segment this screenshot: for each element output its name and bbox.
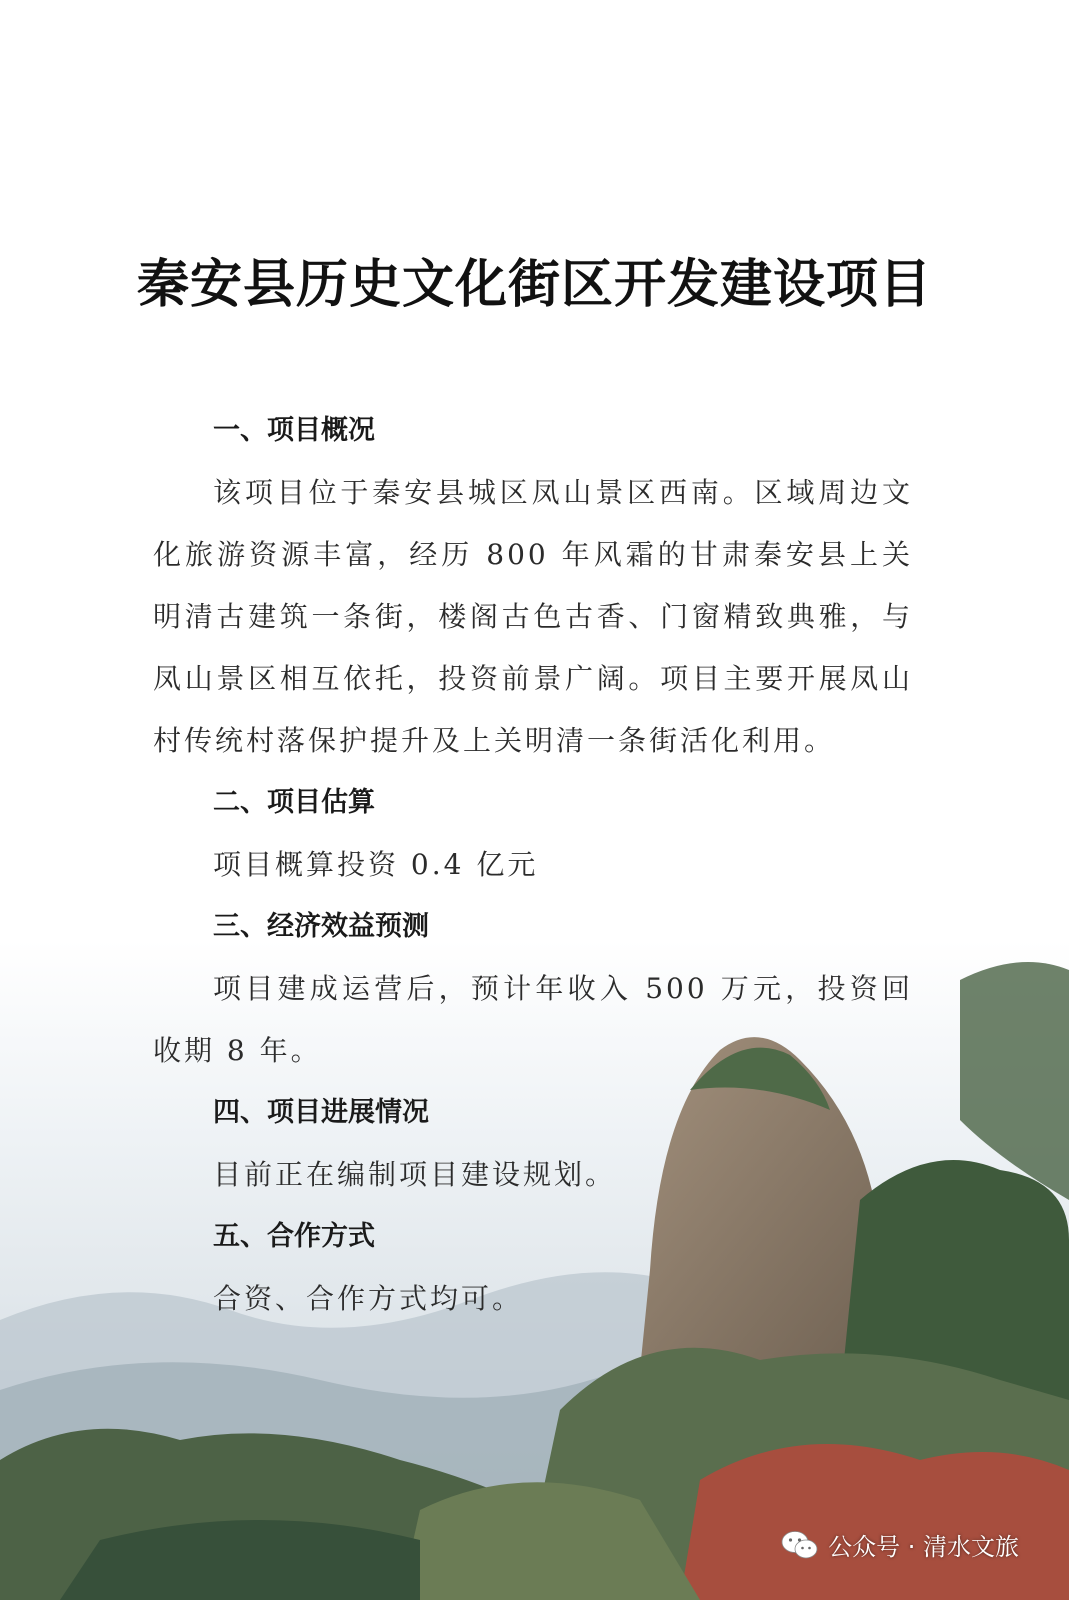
section-heading: 一、项目概况 bbox=[213, 415, 375, 446]
section-progress bbox=[153, 1082, 913, 1206]
section-paragraph: 该项目位于秦安县城区凤山景区西南。区域周边文化旅游资源丰富，经历 800 年风霜的甘肃秦安县上关明清古建筑一条街，楼阁古色古香、门窗精致典雅，与凤山景区相互依托，投资前景广阔。项目主要开展凤山村传统村落保护提升及上关明清一条街活化利用。 bbox=[153, 476, 913, 757]
page-title: 秦安县历史文化街区开发建设项目 bbox=[136, 254, 932, 315]
section-heading: 三、经济效益预测 bbox=[213, 911, 429, 942]
section-benefit bbox=[153, 896, 913, 1082]
section-paragraph: 合资、合作方式均可。 bbox=[213, 1282, 524, 1315]
watermark bbox=[780, 1527, 1019, 1562]
section-paragraph: 项目概算投资 0.4 亿元 bbox=[213, 848, 539, 881]
wechat-icon bbox=[780, 1529, 820, 1561]
section-paragraph: 目前正在编制项目建设规划。 bbox=[213, 1158, 617, 1191]
section-heading: 五、合作方式 bbox=[213, 1221, 375, 1252]
section-heading: 四、项目进展情况 bbox=[213, 1097, 429, 1128]
document-body bbox=[153, 400, 913, 1330]
section-paragraph: 项目建成运营后，预计年收入 500 万元，投资回收期 8 年。 bbox=[153, 972, 913, 1067]
watermark-text: 公众号 · 清水文旅 bbox=[828, 1533, 1019, 1561]
section-cooperation bbox=[153, 1206, 913, 1330]
section-overview bbox=[153, 400, 913, 772]
section-heading: 二、项目估算 bbox=[213, 787, 375, 818]
section-estimate bbox=[153, 772, 913, 896]
